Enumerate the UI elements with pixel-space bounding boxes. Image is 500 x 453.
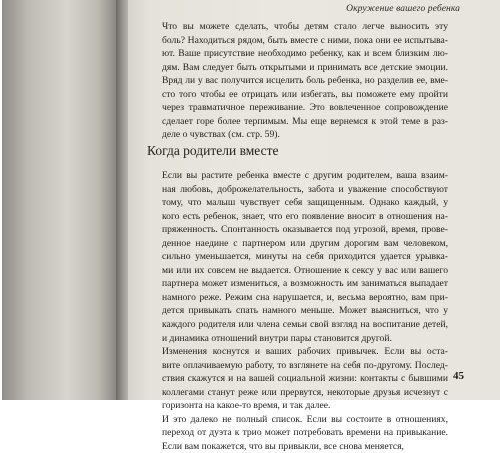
section-body: [150, 169, 448, 453]
text-line: переход от дуэта к трио может потребовать времени на привыкание.: [162, 427, 448, 439]
text-line: Что вы можете сделать, чтобы детям стало легче выносить эту: [162, 21, 448, 32]
left-page: [2, 0, 120, 400]
text-line: ют. Ваше присутствие необходимо ребенку, как и всем близким лю-: [162, 48, 448, 60]
text-line: Вряд ли у вас получится исцелить боль ребенка, но разделив ее, вме-: [162, 75, 448, 87]
text-line: И это далеко не полный список. Если вы состоите в отношениях,: [162, 413, 448, 425]
text-line: ствия скажутся и на вашей социальной жизни: контакты с бывшими: [162, 373, 448, 385]
text-line: каждого родителя или члена семьи свой взгляд на воспитание детей,: [162, 319, 448, 331]
text-line: коллегами станут реже или прервутся, некоторые друзья исчезнут с: [162, 386, 448, 398]
text-line: деле о чувствах (см. стр. 59).: [162, 129, 280, 141]
running-head: Окружение вашего ребенка: [346, 4, 460, 14]
text-line: горизонта на какое-то время, и так далее.: [162, 400, 331, 412]
page-number: 45: [453, 370, 464, 382]
paragraph-2: [150, 345, 448, 413]
text-line: партнера может измениться, а возможность им заниматься выпадает: [162, 278, 448, 290]
text-line: и динамика отношений внутри пары становится другой.: [162, 332, 392, 344]
text-line: дям. Вам следует быть открытыми и принимать все детские эмоции.: [162, 61, 448, 73]
section-title: Когда родители вместе: [147, 143, 279, 158]
text-line: вите оплачиваемую работу, то взглянете на себя по-другому. Послед-: [162, 359, 448, 371]
text-line: ми или их совсем не выдается. Отношение к сексу у вас или вашего: [162, 264, 448, 276]
text-line: Если вам покажется, что вы привыкли, все снова меняется,: [162, 440, 404, 452]
text-line: через травматичное переживание. Это вовлеченное сопровождение: [162, 102, 448, 114]
text-line: сильно уменьшается, минуты на себя приходится удается урывка-: [162, 251, 448, 263]
text-line: намного реже. Режим сна нарушается, и, весьма вероятно, вам при-: [162, 291, 448, 303]
text-line: Если вы растите ребенка вместе с другим родителем, ваша взаим-: [162, 170, 448, 181]
intro-paragraph: [150, 20, 448, 142]
text-line: дется привыкать спать намного меньше. Может выясниться, что у: [162, 305, 448, 317]
text-line: Изменения коснутся и ваших рабочих привычек. Если вы оста-: [162, 346, 448, 358]
text-line: сделает горе более терпимым. Мы еще вернемся к этой теме в раз-: [162, 115, 448, 127]
intro-text: [150, 20, 448, 142]
text-line: денное наедине с партнером или другим дорогим вам человеком,: [162, 237, 448, 249]
paragraph-1: [150, 169, 448, 345]
text-line: кого есть ребенок, знает, что его появление вносит в отношения на-: [162, 210, 448, 222]
right-page: [128, 0, 500, 452]
text-line: ная любовь, доброжелательность, забота и уважение способствуют: [162, 183, 448, 195]
text-line: пряженность. Спонтанность оказывается под угрозой, время, прове-: [162, 224, 448, 236]
text-line: боль? Находиться рядом, быть вместе с ними, пока они ее испытыва-: [162, 34, 448, 46]
paragraph-3: [150, 413, 448, 453]
text-line: тому, что малыш чувствует себя защищенным. Однако каждый, у: [162, 197, 448, 209]
text-line: сто того чтобы ее отрицать или избегать, вы поможете ему пройти: [162, 88, 448, 100]
